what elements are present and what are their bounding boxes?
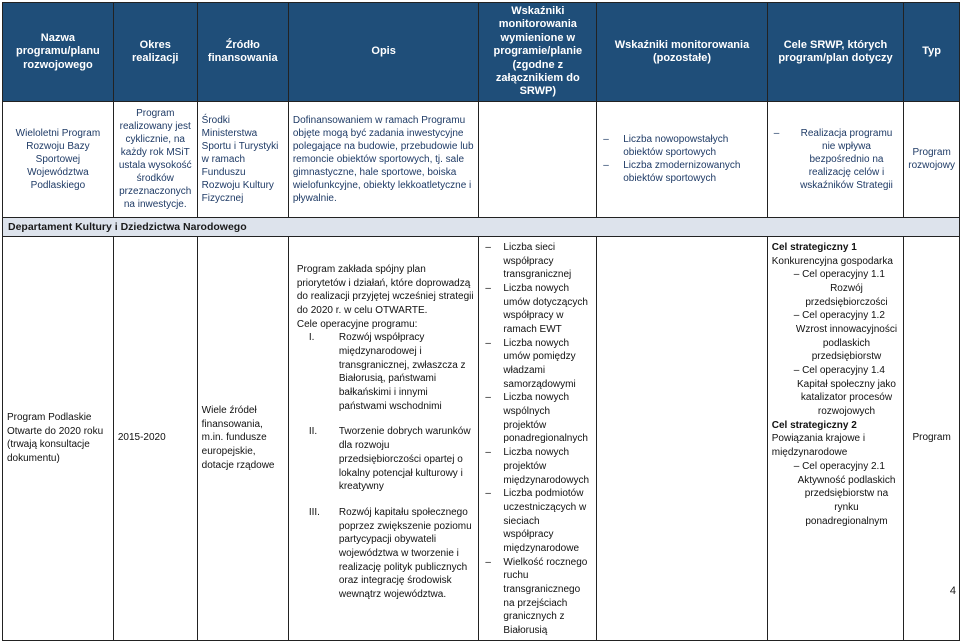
indicator-item: – Liczba podmiotów uczestniczących w sieciach współpracy międzynarodowe	[483, 487, 592, 555]
program-description: Dofinansowaniem w ramach Programu objęte mogą być zadania inwestycyjne polegające na budowie, przebudowie lub remoncie obiektów sportowych, tj. sale gimnastyczne, hale sportowe, boiska wielofunkcyjne, obiekty lekkoatletyczne i pływalnie.	[288, 101, 479, 217]
goal-text: Rozwój kapitału społecznego poprzez zwiększenie poziomu partycypacji obywateli województwa w tworzenie i realizację polityk publicznych oraz integrację środowisk wewnątrz województwa.	[338, 506, 472, 601]
program-period: 2015-2020	[113, 236, 197, 640]
operational-goal-label: – Cel operacyjny 1.2	[793, 310, 885, 322]
operational-goal-name: Rozwój przedsiębiorczości	[805, 282, 888, 308]
indicator-item: – Liczba nowych projektów międzynarodowych	[483, 446, 592, 487]
operational-goal-label: – Cel operacyjny 2.1	[793, 460, 885, 472]
goal-item: – Realizacja programu nie wpływa bezpośrednio na realizację celów i wskaźników Strategii	[772, 127, 900, 192]
description-goals-label: Cele operacyjne programu:	[296, 318, 418, 330]
table-row	[3, 101, 960, 217]
operational-goal-name: Kapitał społeczny jako katalizator procesów rozwojowych	[797, 378, 896, 418]
page-number: 4	[949, 585, 956, 597]
operational-goal-label: – Cel operacyjny 1.1	[793, 269, 885, 281]
operational-goal	[297, 331, 475, 413]
program-funding: Środki Ministerstwa Sportu i Turystyki w ramach Funduszu Rozwoju Kultury Fizycznej	[197, 101, 288, 217]
strategic-goal-name: Powiązania krajowe i międzynarodowe	[771, 433, 866, 459]
program-type: Program	[904, 236, 960, 640]
goal-number: II.	[308, 426, 318, 438]
goal-number: I.	[308, 332, 315, 344]
strategic-goal-title: Cel strategiczny 2	[771, 419, 857, 431]
indicator-item: – Liczba nowych wspólnych projektów ponadregionalnych	[483, 391, 592, 446]
header-period: Okres realizacji	[113, 3, 197, 102]
goal-text: Rozwój współpracy międzynarodowej i transgranicznej, zwłaszcza z Białorusią, państwami bałkańskimi i innymi państwami wschodnimi	[338, 332, 466, 412]
operational-goal-name: Aktywność podlaskich przedsiębiorstw na rynku ponadregionalnym	[797, 474, 896, 527]
indicator-item: – Liczba sieci współpracy transgranicznej	[483, 241, 592, 282]
goal-text: Tworzenie dobrych warunków dla rozwoju przedsiębiorczości opartej o lokalny potencjał kulturowy i kreatywny	[338, 426, 471, 493]
indicator-item: – Liczba nowopowstałych obiektów sportowych	[601, 133, 763, 159]
operational-goal-label: – Cel operacyjny 1.4	[793, 365, 885, 377]
strategic-goal-title: Cel strategiczny 1	[771, 241, 857, 253]
department-label: Departament Kultury i Dziedzictwa Narodowego	[3, 217, 960, 236]
program-indicators-srwp	[479, 236, 597, 640]
operational-goal	[297, 425, 475, 493]
program-goals	[767, 236, 904, 640]
program-type: Program rozwojowy	[904, 101, 960, 217]
header-row	[3, 3, 960, 102]
header-name: Nazwa programu/planu rozwojowego	[3, 3, 114, 102]
indicator-item: – Liczba zmodernizowanych obiektów sportowych	[601, 159, 763, 185]
goal-number: III.	[308, 506, 320, 518]
programs-table	[2, 2, 960, 641]
header-type: Typ	[904, 3, 960, 102]
operational-goal-name: Wzrost innowacyjności podlaskich przedsiębiorstw	[795, 323, 898, 363]
program-goals	[767, 101, 904, 217]
program-period: Program realizowany jest cyklicznie, na każdy rok MSiT ustala wysokość środków przeznaczonych na inwestycje.	[113, 101, 197, 217]
table-row	[3, 236, 960, 640]
program-name: Program Podlaskie Otwarte do 2020 roku (trwają konsultacje dokumentu)	[3, 236, 114, 640]
header-indicators-other: Wskaźniki monitorowania (pozostałe)	[597, 3, 768, 102]
indicator-item: – Wielkość rocznego ruchu transgranicznego na przejściach granicznych z Białorusią	[483, 556, 592, 638]
program-indicators-other	[597, 236, 768, 640]
indicator-item: – Liczba nowych umów dotyczących współpracy w ramach EWT	[483, 282, 592, 337]
header-goals: Cele SRWP, których program/plan dotyczy	[767, 3, 904, 102]
header-funding: Źródło finansowania	[197, 3, 288, 102]
program-name: Wieloletni Program Rozwoju Bazy Sportowej Województwa Podlaskiego	[3, 101, 114, 217]
program-funding: Wiele źródeł finansowania, m.in. fundusze europejskie, dotacje rządowe	[197, 236, 288, 640]
operational-goal	[297, 506, 475, 602]
header-description: Opis	[288, 3, 479, 102]
strategic-goal-name: Konkurencyjna gospodarka	[771, 255, 893, 267]
op-label: Cel operacyjny 1.2	[802, 310, 885, 322]
op-label: Cel operacyjny 1.1	[802, 269, 885, 281]
department-row	[3, 217, 960, 236]
op-label: Cel operacyjny 1.4	[802, 365, 885, 377]
header-indicators-srwp: Wskaźniki monitorowania wymienione w programie/planie (zgodne z załącznikiem do SRWP)	[479, 3, 597, 102]
program-indicators-other	[597, 101, 768, 217]
program-description	[288, 236, 479, 640]
indicator-item: – Liczba nowych umów pomiędzy władzami samorządowymi	[483, 337, 592, 392]
description-intro: Program zakłada spójny plan priorytetów i działań, które doprowadzą do realizacji przyjętej wcześniej strategii do 2020 r. w celu OTWARTE.	[296, 263, 474, 316]
program-indicators-srwp	[479, 101, 597, 217]
op-label: Cel operacyjny 2.1	[802, 460, 885, 472]
